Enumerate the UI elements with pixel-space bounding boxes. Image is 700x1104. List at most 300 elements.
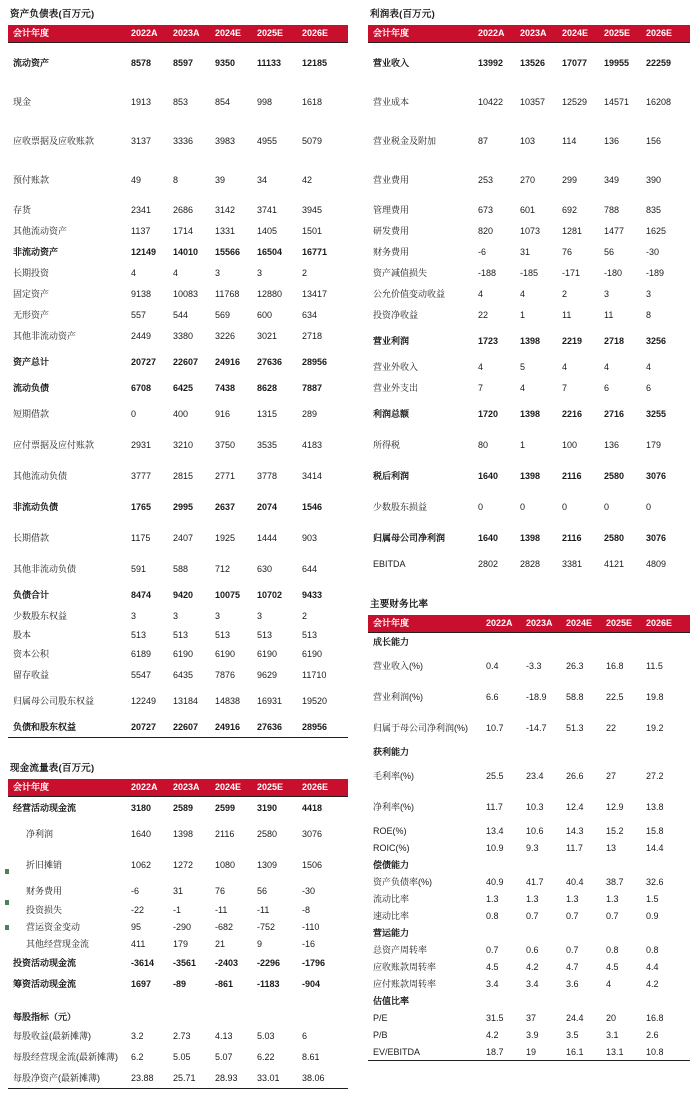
row-value: -89: [173, 978, 187, 989]
table-row: [8, 241, 348, 262]
table-row: [8, 262, 348, 283]
row-label: 流动负债: [13, 383, 50, 393]
table-row: [368, 975, 690, 992]
row-value: 854: [215, 96, 231, 107]
balance-sheet-body: [8, 43, 348, 738]
row-value: 5.05: [173, 1051, 191, 1062]
row-label: 归属母公司股东权益: [13, 696, 95, 706]
row-value: 16771: [302, 246, 328, 257]
row-value: 3190: [257, 802, 278, 813]
row-label: 归属母公司净利润: [373, 533, 446, 543]
table-row: [368, 220, 690, 241]
row-value: 2116: [215, 828, 235, 839]
row-value: 1398: [520, 532, 541, 543]
row-value: 40.4: [566, 876, 584, 887]
row-value: 6425: [173, 382, 194, 393]
row-value: 11768: [215, 288, 240, 299]
header-col-2: 2024E: [566, 615, 606, 633]
row-value: 3: [257, 267, 263, 278]
row-value: 601: [520, 204, 536, 215]
row-value: 4: [520, 288, 526, 299]
ratios-block: [368, 596, 690, 1061]
row-label: 少数股东权益: [13, 611, 68, 621]
row-label: 营业成本: [373, 97, 410, 107]
row-value: 58.8: [566, 691, 584, 702]
row-value: 1: [520, 309, 526, 320]
cash-flow-table: [8, 779, 348, 994]
row-value: 1272: [173, 859, 194, 870]
row-value: 11710: [302, 669, 327, 680]
ratio-group-header: [368, 633, 690, 651]
table-row: [368, 160, 690, 199]
row-value: 3255: [646, 408, 667, 419]
row-value: 3: [604, 288, 610, 299]
table-row: [368, 304, 690, 325]
row-value: -185: [520, 267, 539, 278]
row-value: 0.7: [566, 910, 579, 921]
row-value: 3: [646, 288, 652, 299]
row-value: 4.13: [215, 1030, 233, 1041]
row-value: 5.03: [257, 1030, 275, 1041]
row-value: -189: [646, 267, 665, 278]
row-label: 净利率(%): [373, 802, 414, 812]
table-row: [8, 522, 348, 553]
row-value: 6190: [215, 648, 236, 659]
row-value: 2815: [173, 470, 194, 481]
row-value: 1137: [131, 225, 151, 236]
row-value: 17077: [562, 57, 588, 68]
row-value: 19.8: [646, 691, 664, 702]
row-value: 10357: [520, 96, 546, 107]
row-value: 9420: [173, 589, 194, 600]
row-value: 51.3: [566, 722, 584, 733]
row-value: 644: [302, 563, 318, 574]
row-value: 23.88: [131, 1067, 173, 1089]
table-row: [8, 460, 348, 491]
row-value: -16: [302, 938, 316, 949]
row-value: 24916: [215, 356, 241, 367]
row-value: 8628: [257, 382, 278, 393]
row-value: 32.6: [646, 876, 664, 887]
row-value: 289: [302, 408, 318, 419]
table-row: [368, 712, 690, 743]
header-col-3: 2025E: [257, 779, 302, 797]
row-label: 应付票据及应付账款: [13, 440, 95, 450]
cash-flow-body: [8, 797, 348, 995]
table-row: [368, 377, 690, 398]
row-value: 1625: [646, 225, 667, 236]
row-value: 19520: [302, 695, 328, 706]
row-label: 其他经营现金流: [26, 939, 90, 949]
row-label: 营业利润: [373, 336, 410, 346]
row-label: 短期借款: [13, 409, 50, 419]
per-share-title-row: [8, 1008, 348, 1025]
row-value: 3: [215, 267, 221, 278]
row-value: 27636: [257, 716, 302, 738]
table-row: [368, 491, 690, 522]
row-value: 2828: [520, 558, 541, 569]
row-value: 2802: [478, 558, 499, 569]
row-value: 3226: [215, 330, 236, 341]
row-value: 14010: [173, 246, 199, 257]
row-value: 998: [257, 96, 273, 107]
row-value: 3535: [257, 439, 278, 450]
row-value: 5.07: [215, 1051, 233, 1062]
table-row: [8, 973, 348, 994]
row-value: 4: [520, 382, 526, 393]
row-label: 税后利润: [373, 471, 410, 481]
table-row: [8, 643, 348, 664]
row-value: 916: [215, 408, 231, 419]
row-value: 1640: [131, 828, 152, 839]
row-value: 2580: [604, 532, 625, 543]
ratio-group-header: [368, 992, 690, 1009]
row-value: 12529: [562, 96, 588, 107]
row-label: 营业收入(%): [373, 661, 423, 671]
row-value: 0.8: [486, 910, 499, 921]
row-value: 6708: [131, 382, 152, 393]
row-value: 3.5: [566, 1029, 579, 1040]
row-value: 1405: [257, 225, 278, 236]
table-row: [8, 849, 348, 880]
table-row: [368, 839, 690, 856]
row-label: 资产总计: [13, 357, 50, 367]
row-value: -171: [562, 267, 581, 278]
row-value: 0: [604, 501, 610, 512]
row-value: 31: [173, 885, 184, 896]
row-value: -2403: [215, 957, 239, 968]
row-value: 8: [646, 309, 652, 320]
row-value: 2771: [215, 470, 236, 481]
header-col-3: 2025E: [257, 25, 302, 43]
row-value: 4418: [302, 802, 323, 813]
row-value: 0: [646, 501, 652, 512]
row-value: 1175: [131, 532, 151, 543]
header-col-3: 2025E: [604, 25, 646, 43]
row-value: -110: [302, 921, 320, 932]
header-col-2: 2024E: [562, 25, 604, 43]
row-label: 每股经营现金流(最新摊薄): [13, 1052, 118, 1062]
table-row: [368, 1043, 690, 1061]
row-value: 13526: [520, 57, 546, 68]
row-value: 591: [131, 563, 147, 574]
row-label: 财务费用: [373, 247, 410, 257]
row-label: 少数股东损益: [373, 502, 428, 512]
row-value: 8: [173, 174, 179, 185]
table-row: [368, 873, 690, 890]
row-value: 12880: [257, 288, 283, 299]
row-value: 3741: [257, 204, 278, 215]
row-value: 3336: [173, 135, 194, 146]
row-label: 股本: [13, 630, 32, 640]
row-value: 2589: [173, 802, 194, 813]
row-value: 1501: [302, 225, 323, 236]
row-value: 3: [257, 610, 263, 621]
row-value: 16208: [646, 96, 672, 107]
row-value: 2580: [257, 828, 278, 839]
row-value: 4: [478, 361, 484, 372]
row-value: 1477: [604, 225, 625, 236]
row-value: 588: [173, 563, 189, 574]
cash-flow-header-row: [8, 779, 348, 797]
row-value: 3142: [215, 204, 236, 215]
row-label: 负债和股东权益: [8, 716, 131, 738]
row-value: 22259: [646, 57, 672, 68]
row-label: 投资损失: [26, 905, 63, 915]
table-row: [8, 283, 348, 304]
row-value: -6: [131, 885, 140, 896]
row-value: 630: [257, 563, 273, 574]
row-value: -290: [173, 921, 192, 932]
row-label: 速动比率: [373, 911, 410, 921]
row-value: 3021: [257, 330, 278, 341]
row-value: 25.5: [486, 770, 504, 781]
row-value: 10.9: [486, 842, 504, 853]
row-value: 4121: [604, 558, 625, 569]
header-col-1: 2023A: [526, 615, 566, 633]
table-row: [368, 760, 690, 791]
row-value: 13417: [302, 288, 328, 299]
row-value: 16.8: [646, 1012, 664, 1023]
row-value: 11.7: [486, 801, 503, 812]
row-value: 76: [215, 885, 226, 896]
header-col-4: 2026E: [302, 25, 348, 43]
ratios-body: [368, 633, 690, 1061]
row-label: P/E: [373, 1012, 388, 1023]
row-value: 8597: [173, 57, 194, 68]
row-value: 16.8: [606, 660, 624, 671]
row-value: 11133: [257, 57, 282, 68]
ratio-group-label: 成长能力: [373, 637, 410, 647]
row-value: 14.3: [566, 825, 584, 836]
row-value: 2716: [604, 408, 625, 419]
row-label: 营业外收入: [373, 362, 419, 372]
row-value: 4: [606, 978, 612, 989]
row-value: -3.3: [526, 660, 542, 671]
row-value: 6.22: [257, 1051, 275, 1062]
ratio-group-label: 获利能力: [373, 747, 410, 757]
row-value: 27636: [257, 356, 283, 367]
row-value: 21: [215, 938, 226, 949]
row-value: 15.8: [646, 825, 664, 836]
table-row: [8, 935, 348, 952]
row-label: 营业费用: [373, 175, 410, 185]
row-value: 3381: [562, 558, 583, 569]
row-label: 应付账款周转率: [373, 979, 437, 989]
row-value: 712: [215, 563, 231, 574]
row-label: 非流动负债: [13, 502, 59, 512]
row-value: 179: [646, 439, 662, 450]
row-value: 20: [606, 1012, 617, 1023]
table-row: [368, 283, 690, 304]
row-value: -11: [257, 904, 270, 915]
row-value: 2: [562, 288, 568, 299]
row-value: 6190: [302, 648, 323, 659]
row-value: 12185: [302, 57, 328, 68]
row-value: 2341: [131, 204, 152, 215]
row-value: 2995: [173, 501, 194, 512]
row-value: 513: [215, 629, 231, 640]
row-value: -861: [215, 978, 234, 989]
table-row: [8, 880, 348, 901]
row-value: 0.7: [606, 910, 619, 921]
row-value: 1.3: [526, 893, 539, 904]
row-value: 2: [302, 267, 308, 278]
income-statement-table: [368, 25, 690, 574]
row-label: EV/EBITDA: [368, 1043, 486, 1061]
row-label: 资本公积: [13, 649, 50, 659]
table-row: [368, 460, 690, 491]
header-col-2: 2024E: [215, 779, 257, 797]
row-label: 投资活动现金流: [13, 958, 77, 968]
row-value: 6.2: [131, 1051, 144, 1062]
row-value: 1444: [257, 532, 278, 543]
row-label: ROE(%): [373, 825, 407, 836]
row-value: 31.5: [486, 1012, 504, 1023]
table-row: [8, 716, 348, 738]
row-value: 156: [646, 135, 662, 146]
row-value: 3: [173, 610, 179, 621]
row-value: -30: [302, 885, 316, 896]
row-value: 76: [562, 246, 573, 257]
row-value: 3137: [131, 135, 152, 146]
row-value: 1.3: [486, 893, 499, 904]
row-value: 16504: [257, 246, 283, 257]
table-row: [8, 491, 348, 522]
row-value: 0: [131, 408, 137, 419]
row-value: 136: [604, 439, 620, 450]
row-value: 253: [478, 174, 494, 185]
row-label: 预付账款: [13, 175, 50, 185]
row-label: 营运资金变动: [26, 922, 81, 932]
row-label: 营业税金及附加: [373, 136, 437, 146]
row-label: 非流动资产: [13, 247, 59, 257]
balance-sheet-block: [8, 6, 338, 738]
table-row: [368, 1026, 690, 1043]
row-value: 1720: [478, 408, 499, 419]
row-value: 1640: [478, 532, 499, 543]
row-label: ROIC(%): [373, 842, 410, 853]
row-value: 3.6: [566, 978, 579, 989]
row-value: -1: [173, 904, 182, 915]
row-value: 179: [173, 938, 189, 949]
row-value: 299: [562, 174, 578, 185]
row-value: 4: [478, 288, 484, 299]
row-value: 4: [131, 267, 137, 278]
row-value: -6: [478, 246, 487, 257]
table-row: [368, 522, 690, 553]
row-value: 270: [520, 174, 536, 185]
row-value: 13: [606, 842, 617, 853]
table-row: [8, 952, 348, 973]
row-value: 14571: [604, 96, 630, 107]
row-value: 3.1: [606, 1029, 619, 1040]
row-value: 15.2: [606, 825, 624, 836]
table-row: [8, 304, 348, 325]
row-value: 3380: [173, 330, 194, 341]
row-value: 26.6: [566, 770, 584, 781]
table-row: [368, 650, 690, 681]
ratio-group-header: [368, 924, 690, 941]
row-value: 0.7: [486, 944, 499, 955]
row-value: 1398: [520, 470, 541, 481]
row-value: 2116: [562, 470, 582, 481]
row-value: 3983: [215, 135, 236, 146]
row-value: 692: [562, 204, 578, 215]
row-value: 0.7: [526, 910, 539, 921]
row-value: 80: [478, 439, 489, 450]
row-value: 4.5: [606, 961, 619, 972]
row-value: 9350: [215, 57, 236, 68]
row-value: -904: [302, 978, 321, 989]
ratio-group-header: [368, 856, 690, 873]
row-label: 营业利润(%): [373, 692, 423, 702]
row-label: 净利润: [26, 829, 54, 839]
table-row: [8, 199, 348, 220]
row-value: 103: [520, 135, 536, 146]
row-value: 10.7: [486, 722, 504, 733]
row-value: -752: [257, 921, 276, 932]
row-value: 136: [604, 135, 620, 146]
row-value: 38.7: [606, 876, 624, 887]
row-value: 24.4: [566, 1012, 584, 1023]
balance-sheet-header-row: [8, 25, 348, 43]
row-value: 26.3: [566, 660, 584, 671]
row-value: 34: [257, 174, 268, 185]
row-value: 20727: [131, 356, 157, 367]
row-value: 6435: [173, 669, 194, 680]
row-value: -30: [646, 246, 660, 257]
row-value: 3778: [257, 470, 278, 481]
per-share-rows-body: [8, 1025, 348, 1089]
table-row: [8, 82, 348, 121]
table-row: [8, 398, 348, 429]
header-col-0: 2022A: [478, 25, 520, 43]
header-col-4: 2026E: [302, 779, 348, 797]
row-value: 22: [478, 309, 489, 320]
cash-flow-block: [8, 760, 338, 994]
row-value: 23.4: [526, 770, 544, 781]
row-value: 0.8: [646, 944, 659, 955]
row-value: 544: [173, 309, 189, 320]
header-col-4: 2026E: [646, 25, 690, 43]
row-value: 19: [526, 1043, 566, 1061]
row-value: 10083: [173, 288, 199, 299]
row-value: 56: [257, 885, 268, 896]
row-value: 10.6: [526, 825, 544, 836]
table-row: [8, 797, 348, 819]
row-value: 1640: [478, 470, 499, 481]
row-value: 0.8: [606, 944, 619, 955]
row-value: 14838: [215, 695, 241, 706]
row-value: -8: [302, 904, 311, 915]
ratios-title: 主要财务比率: [370, 599, 429, 610]
row-value: 12.9: [606, 801, 624, 812]
row-label: 其他非流动负债: [13, 564, 77, 574]
row-label: 公允价值变动收益: [373, 289, 446, 299]
row-label: 资产减值损失: [373, 268, 428, 278]
row-value: 13992: [478, 57, 504, 68]
row-value: 13.8: [646, 801, 664, 812]
row-value: 39: [215, 174, 226, 185]
row-value: 56: [604, 246, 615, 257]
row-value: -180: [604, 267, 623, 278]
row-value: 12249: [131, 695, 157, 706]
row-value: 2219: [562, 335, 583, 346]
row-value: 28.93: [215, 1067, 257, 1089]
row-value: 28956: [302, 716, 348, 738]
row-value: 7887: [302, 382, 323, 393]
